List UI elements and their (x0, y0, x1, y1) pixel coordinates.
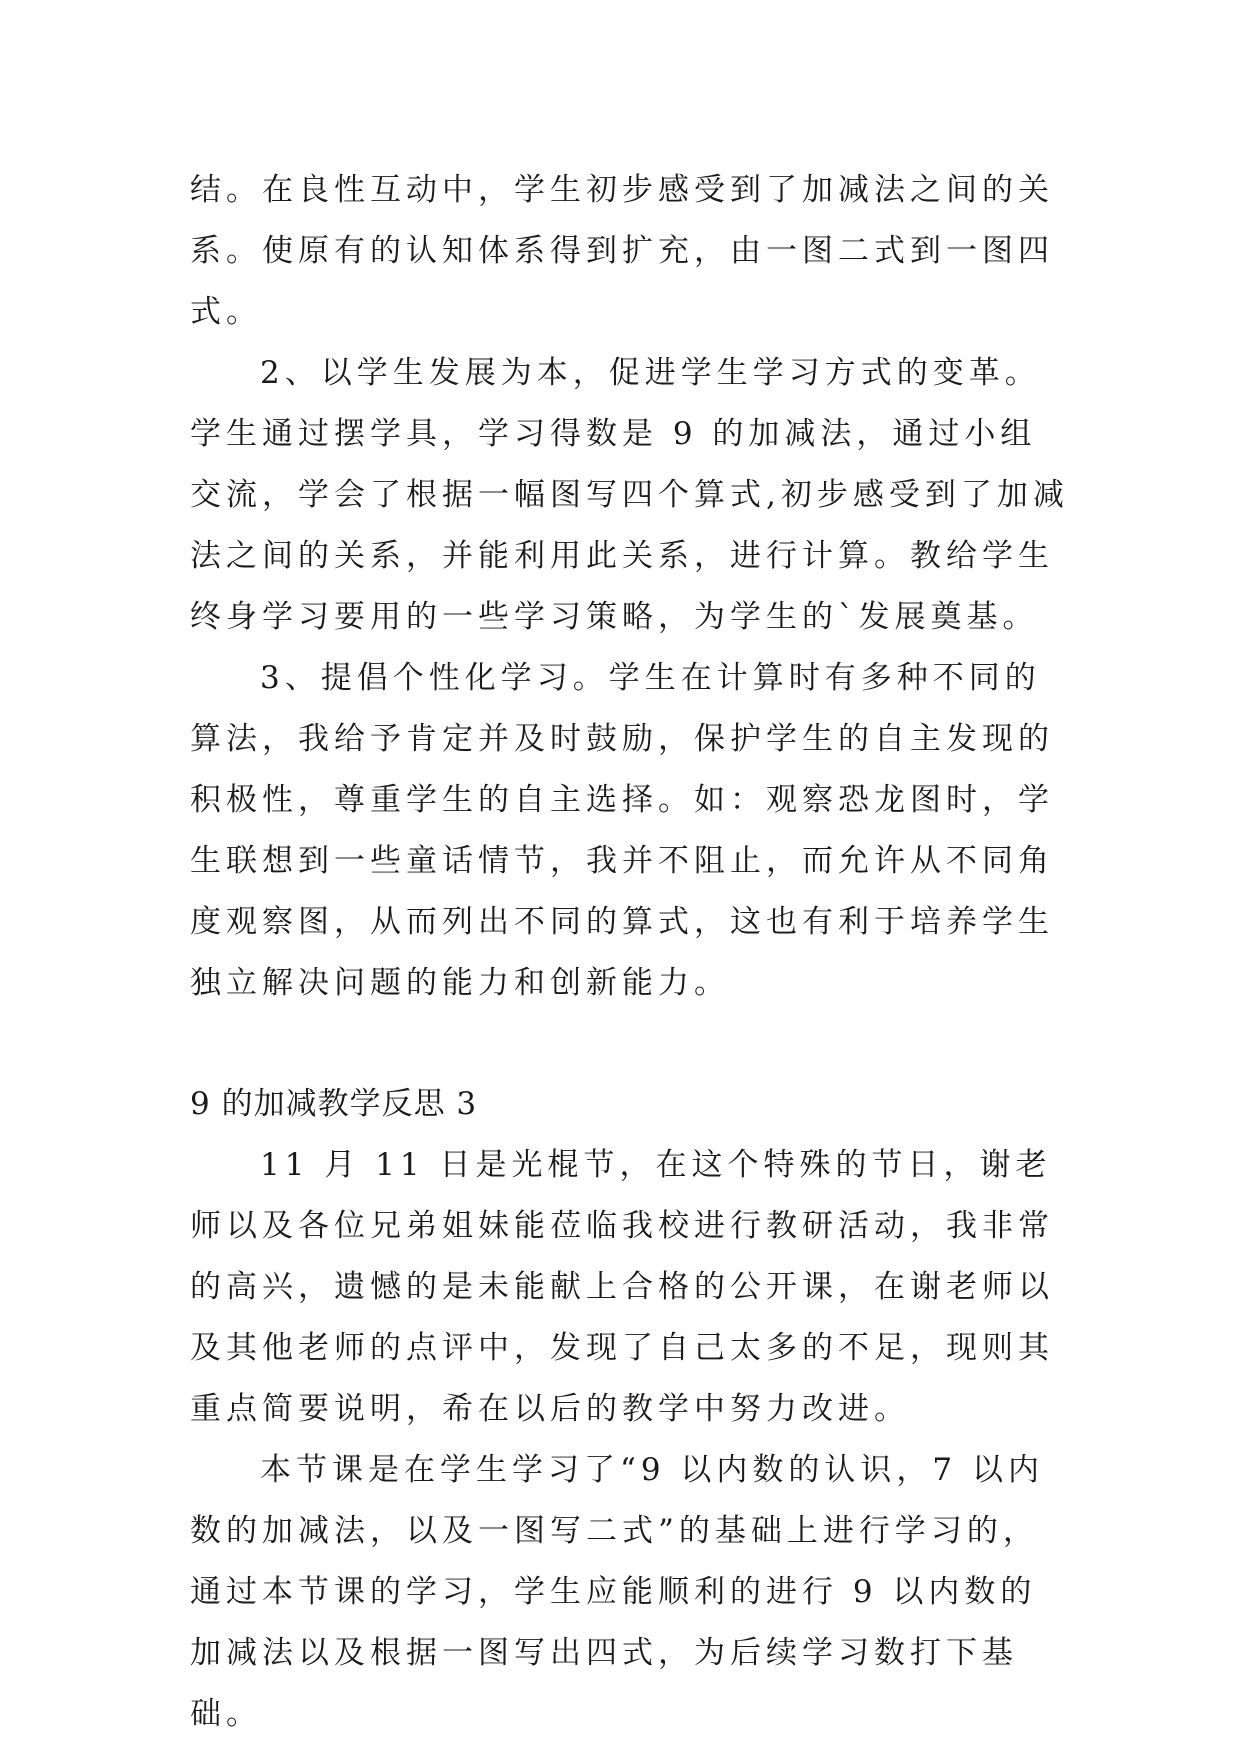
paragraph-point-2: 2、以学生发展为本，促进学生学习方式的变革。学生通过摆学具，学习得数是 9 的加减法，通过小组交流，学会了根据一幅图写四个算式,初步感受到了加减法之间的关系，并能利用此关系，进行计算。教给学生终身学习要用的一些学习策略，为学生的`发展奠基。 (190, 355, 1069, 635)
paragraph-lesson-basis: 本节课是在学生学习了“9 以内数的认识，7 以内数的加减法，以及一图写二式”的基础上进行学习的，通过本节课的学习，学生应能顺利的进行 9 以内数的加减法以及根据一图写出四式，为后续学习数打下基础。 (190, 1452, 1045, 1732)
paragraph-continuation: 结。在良性互动中，学生初步感受到了加减法之间的关系。使原有的认知体系得到扩充，由一图二式到一图四式。 (190, 172, 1054, 330)
paragraph-intro: 11 月 11 日是光棍节，在这个特殊的节日，谢老师以及各位兄弟姐妹能莅临我校进行教研活动，我非常的高兴，遗憾的是未能献上合格的公开课，在谢老师以及其他老师的点评中，发现了自己太多的不足，现则其重点简要说明，希在以后的教学中努力改进。 (190, 1147, 1054, 1427)
document-body (190, 160, 1070, 1745)
section-heading: 9 的加减教学反思 3 (190, 1086, 478, 1122)
paragraph-point-3: 3、提倡个性化学习。学生在计算时有多种不同的算法，我给予肯定并及时鼓励，保护学生的自主发现的积极性，尊重学生的自主选择。如：观察恐龙图时，学生联想到一些童话情节，我并不阻止，而允许从不同角度观察图，从而列出不同的算式，这也有利于培养学生独立解决问题的能力和创新能力。 (190, 660, 1054, 1001)
